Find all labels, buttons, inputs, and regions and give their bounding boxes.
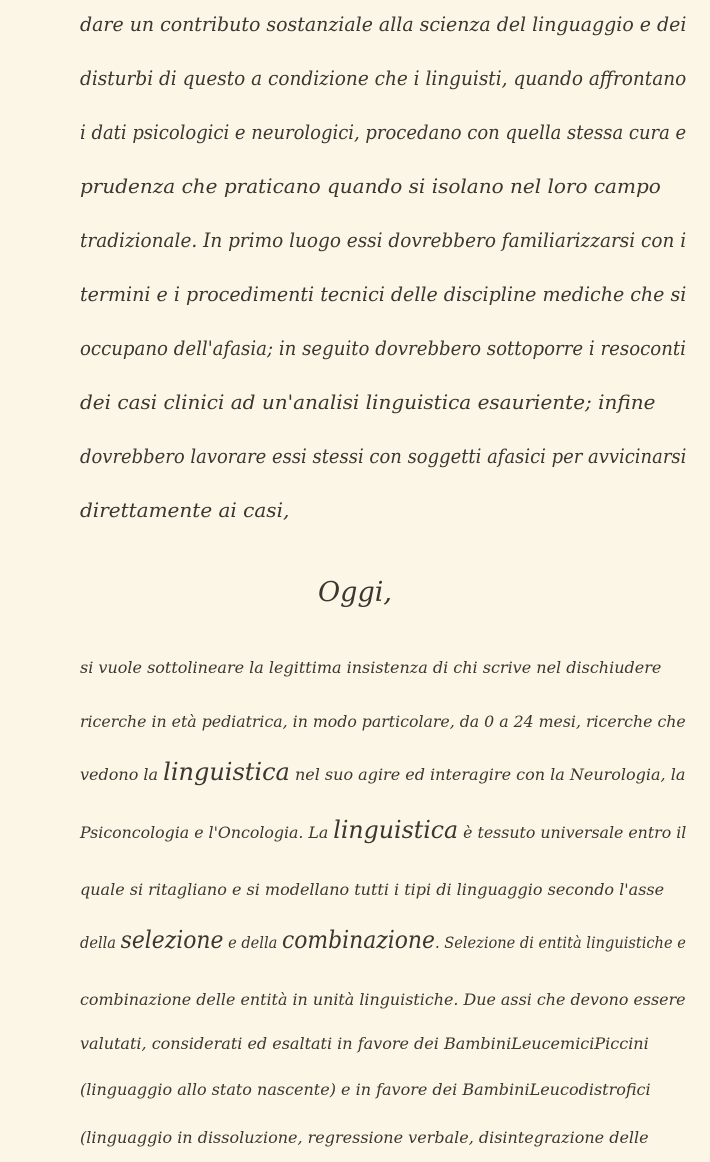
text-line: prudenza che praticano quando si isolano nel loro campo [80,174,661,198]
text-line: valutati, considerati ed esaltati in favore dei BambiniLeucemiciPiccini [80,1034,649,1053]
text-line: dare un contributo sostanziale alla scienza del linguaggio e dei [80,12,687,36]
text-line: termini e i procedimenti tecnici delle discipline mediche che si [80,282,687,306]
text-line: ricerche in età pediatrica, in modo particolare, da 0 a 24 mesi, ricerche che [80,712,686,731]
text-line: dovrebbero lavorare essi stessi con soggetti afasici per avvicinarsi [80,444,687,468]
section-heading: Oggi, [318,577,392,608]
text-line: combinazione delle entità in unità linguistiche. Due assi che devono essere [80,990,686,1009]
emphasized-term: linguistica [333,816,459,844]
text-line: disturbi di questo a condizione che i linguisti, quando affrontano [80,66,687,90]
text-line: si vuole sottolineare la legittima insistenza di chi scrive nel dischiudere [80,658,662,677]
text-run: . Selezione di entità linguistiche e [434,933,686,952]
text-line: (linguaggio in dissoluzione, regressione verbale, disintegrazione delle [80,1128,649,1147]
text-run: vedono la [80,765,164,784]
text-run: nel suo agire ed interagire con la Neurologia, la [289,765,686,784]
emphasized-term: combinazione [281,926,435,954]
text-line: tradizionale. In primo luogo essi dovrebbero familiarizzarsi con i [80,228,687,252]
text-line: dei casi clinici ad un'analisi linguistica esauriente; infine [80,390,656,414]
text-line: quale si ritagliano e si modellano tutti i tipi di linguaggio secondo l'asse [80,880,665,899]
text-run: e della [223,933,282,952]
text-line: occupano dell'afasia; in seguito dovrebbero sottoporre i resoconti [80,336,686,360]
text-line [80,928,686,955]
emphasized-term: selezione [120,926,224,954]
text-line: i dati psicologici e neurologici, procedano con quella stessa cura e [80,120,687,144]
text-run: è tessuto universale entro il [458,823,687,842]
emphasized-term: linguistica [163,758,290,786]
text-run: della [80,933,121,952]
text-line [80,818,686,845]
text-line: (linguaggio allo stato nascente) e in favore dei BambiniLeucodistrofici [80,1080,651,1099]
text-run: Psiconcologia e l'Oncologia. La [80,823,334,842]
text-line [80,760,685,787]
text-line: direttamente ai casi, [80,498,290,522]
